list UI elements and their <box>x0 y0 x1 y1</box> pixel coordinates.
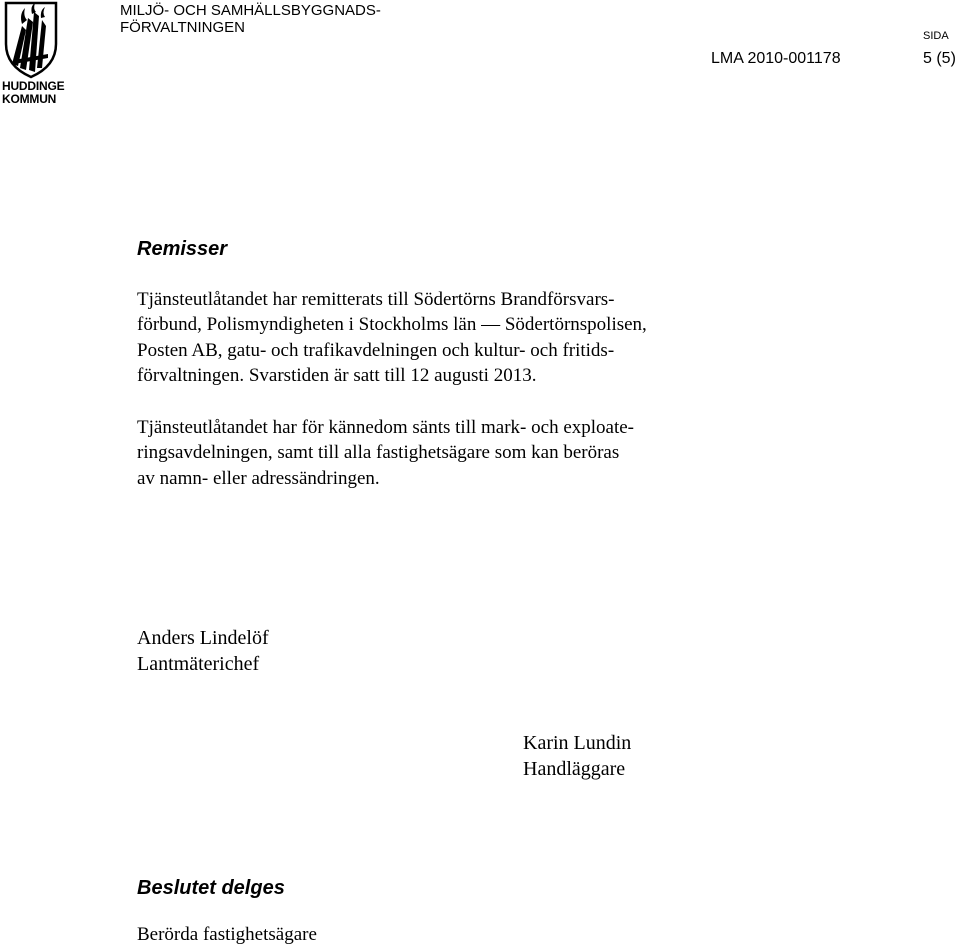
department-name <box>120 2 381 36</box>
paragraph-line: Posten AB, gatu- och trafikavdelningen och kultur- och fritids- <box>137 339 615 361</box>
huddinge-logo <box>0 0 70 108</box>
huddinge-crest-icon <box>0 0 62 80</box>
signature-block-1 <box>137 625 269 677</box>
page-label: SIDA <box>923 30 949 42</box>
paragraph-line: förbund, Polismyndigheten i Stockholms län — Södertörnspolisen, <box>137 314 647 336</box>
signature-block-2 <box>523 730 631 782</box>
paragraph-line: Tjänsteutlåtandet har för kännedom sänts till mark- och exploate- <box>137 417 634 438</box>
signature-name: Anders Lindelöf <box>137 627 269 649</box>
paragraph-kannedom <box>137 415 737 491</box>
department-line: FÖRVALTNINGEN <box>120 19 246 36</box>
paragraph-remiss <box>137 287 737 388</box>
paragraph-line: förvaltningen. Svarstiden är satt till 12 augusti 2013. <box>137 364 537 386</box>
signature-title: Handläggare <box>523 758 626 780</box>
signature-name: Karin Lundin <box>523 732 632 754</box>
logo-line: HUDDINGE <box>2 79 65 93</box>
paragraph-line: av namn- eller adressändringen. <box>137 467 380 489</box>
paragraph-line: Tjänsteutlåtandet har remitterats till Södertörns Brandförsvars- <box>137 289 615 310</box>
logo-line: KOMMUN <box>2 92 57 106</box>
paragraph-line: ringsavdelningen, samt till alla fastighetsägare som kan beröras <box>137 442 620 464</box>
page-number: 5 (5) <box>923 50 956 67</box>
department-line: MILJÖ- OCH SAMHÄLLSBYGGNADS- <box>120 2 381 19</box>
section-heading-beslut: Beslutet delges <box>137 877 285 899</box>
section-heading-remisser: Remisser <box>137 238 228 260</box>
distribution-recipient: Berörda fastighetsägare <box>137 924 317 945</box>
signature-title: Lantmäterichef <box>137 653 260 675</box>
reference-number: LMA 2010-001178 <box>711 50 841 67</box>
logo-wordmark <box>2 80 64 106</box>
